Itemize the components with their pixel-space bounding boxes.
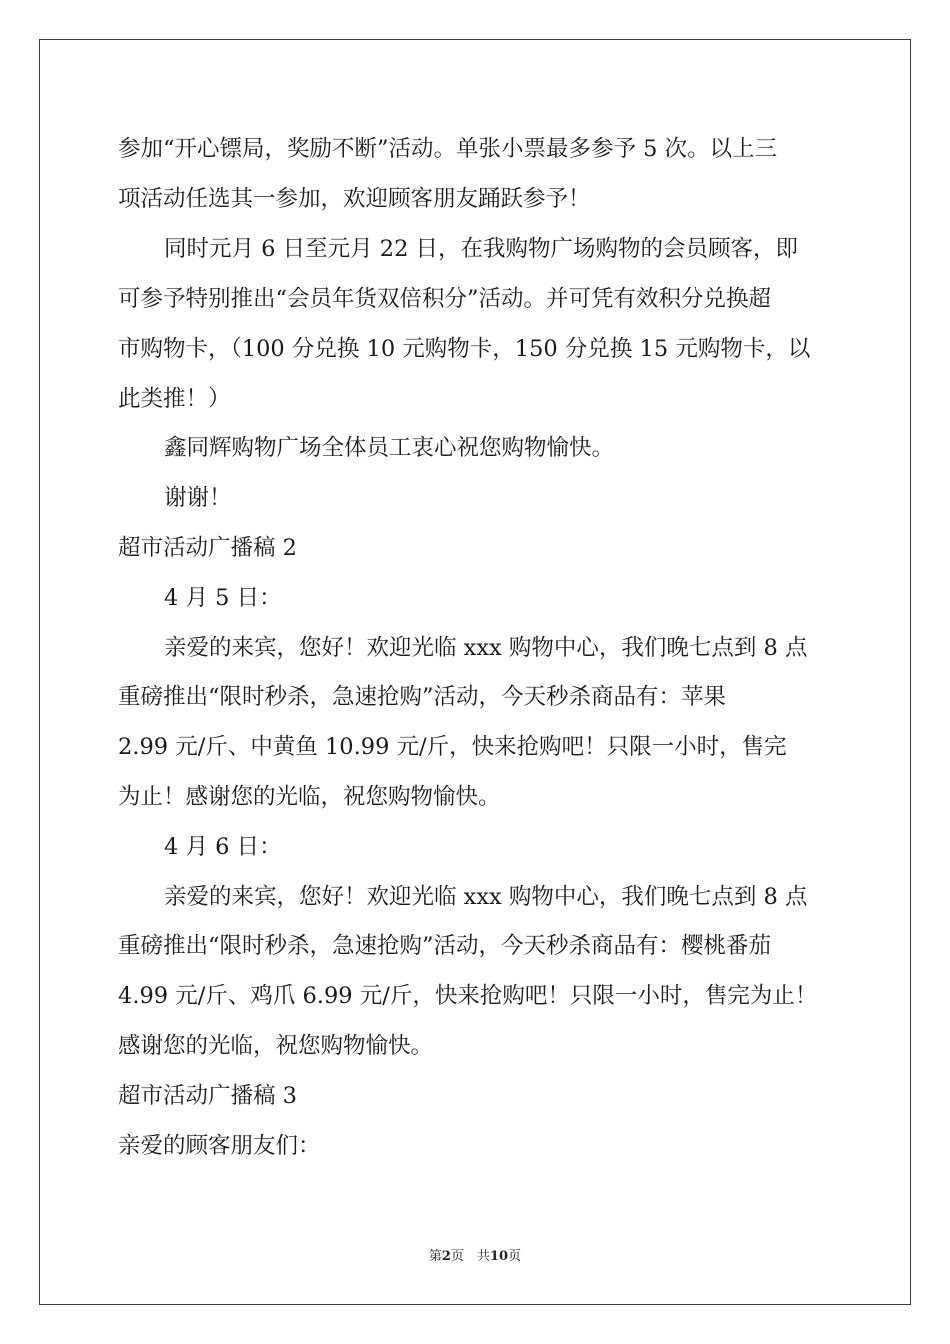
text-line: 可参予特别推出“会员年货双倍积分”活动。并可凭有效积分兑换超 xyxy=(118,286,772,312)
text-line: 2.99 元/斤、中黄鱼 10.99 元/斤，快来抢购吧！只限一小时，售完 xyxy=(118,734,787,760)
footer-suffix: 页 xyxy=(508,1249,522,1264)
text-line: 市购物卡，（100 分兑换 10 元购物卡，150 分兑换 15 元购物卡，以 xyxy=(118,336,811,362)
text-line: 亲爱的来宾，您好！欢迎光临 xxx 购物中心，我们晚七点到 8 点 xyxy=(164,884,808,910)
text-line: 同时元月 6 日至元月 22 日，在我购物广场购物的会员顾客，即 xyxy=(164,236,799,262)
text-line: 重磅推出“限时秒杀，急速抢购”活动，今天秒杀商品有：苹果 xyxy=(118,684,727,710)
date-line: 4 月 5 日： xyxy=(164,585,282,611)
footer-prefix: 第 xyxy=(428,1249,442,1264)
footer-mid: 页 共 xyxy=(450,1249,490,1264)
text-line: 亲爱的来宾，您好！欢迎光临 xxx 购物中心，我们晚七点到 8 点 xyxy=(164,635,808,661)
text-line: 亲爱的顾客朋友们： xyxy=(118,1133,321,1159)
date-line: 4 月 6 日： xyxy=(164,834,282,860)
text-line: 参加“开心镖局，奖励不断”活动。单张小票最多参予 5 次。以上三 xyxy=(118,136,778,162)
current-page-number: 2 xyxy=(441,1249,451,1264)
section-heading: 超市活动广播稿 2 xyxy=(118,535,297,561)
page-border xyxy=(39,39,911,1305)
total-pages-number: 10 xyxy=(489,1249,509,1264)
text-line: 为止！感谢您的光临，祝您购物愉快。 xyxy=(118,784,501,810)
text-line: 感谢您的光临，祝您购物愉快。 xyxy=(118,1033,434,1059)
text-line: 4.99 元/斤、鸡爪 6.99 元/斤，快来抢购吧！只限一小时，售完为止！ xyxy=(118,983,818,1009)
text-line: 重磅推出“限时秒杀，急速抢购”活动，今天秒杀商品有：樱桃番茄 xyxy=(118,933,772,959)
text-line: 鑫同辉购物广场全体员工衷心祝您购物愉快。 xyxy=(164,435,615,461)
page-footer xyxy=(0,1248,950,1266)
text-line: 此类推！） xyxy=(118,386,231,412)
section-heading: 超市活动广播稿 3 xyxy=(118,1083,297,1109)
text-line: 项活动任选其一参加，欢迎顾客朋友踊跃参予！ xyxy=(118,186,591,212)
text-line: 谢谢！ xyxy=(164,485,232,511)
